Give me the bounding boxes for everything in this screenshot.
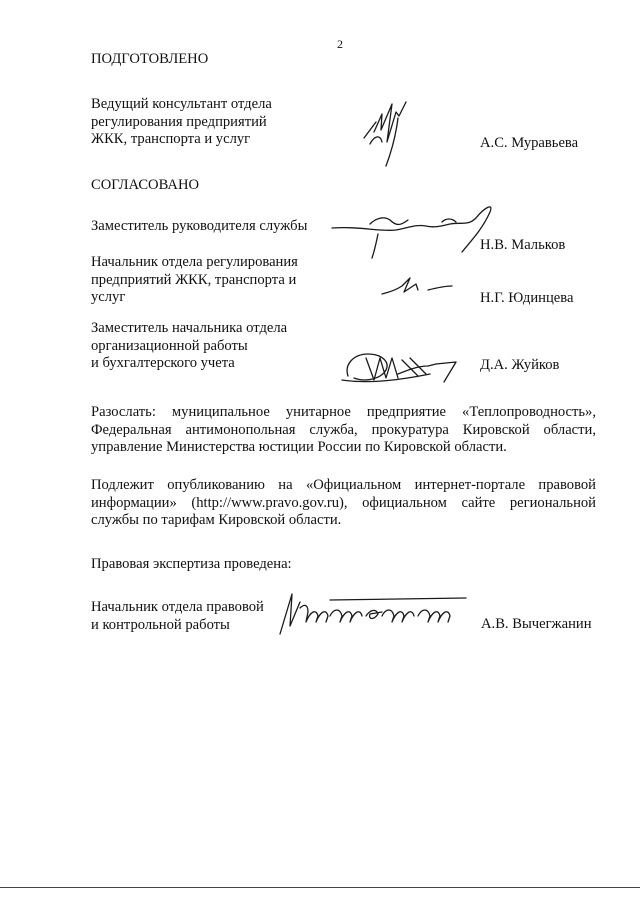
signer-2-position-line: Начальник отдела регулирования [91,254,298,270]
signer-1-position: Заместитель руководителя службы [91,218,308,234]
agreed-heading: СОГЛАСОВАНО [91,177,200,193]
page-number: 2 [337,37,343,51]
legal-review-statement: Правовая экспертиза проведена: [91,556,292,572]
publication-paragraph: Подлежит опубликованию на «Официальном интернет-портале правовой информации» (http://www.pravo.gov.ru), официальном сайте региональной службы по тарифам Кировской области. [91,477,596,528]
signer-3-position-line: Заместитель начальника отдела [91,320,288,336]
signature-yudintseva [380,274,460,304]
legal-review-position-line: и контрольной работы [91,616,230,633]
prepared-position-line: Ведущий консультант отдела [91,96,272,112]
signer-1-name: Н.В. Мальков [480,237,566,253]
prepared-position-line: ЖКК, транспорта и услуг [91,131,251,147]
signature-zhuikov [340,344,470,392]
signer-2-name: Н.Г. Юдинцева [480,290,574,306]
signer-2-position-line: предприятий ЖКК, транспорта и [91,271,297,288]
prepared-name: А.С. Муравьева [480,135,579,151]
distribution-paragraph: Разослать: муниципальное унитарное предприятие «Теплопроводность», Федеральная антимонопольная служба, прокуратура Кировской области, управление Министерства юстиции России по Кировской области. [91,404,596,455]
signature-vychegzhanin [270,586,470,642]
prepared-heading: ПОДГОТОВЛЕНО [91,51,209,67]
prepared-position [91,96,272,149]
page-bottom-rule [0,887,640,888]
legal-review-position [91,599,264,634]
signer-3-position-line: организационной работы [91,337,248,354]
signature-malkov [330,196,500,266]
signer-3-name: Д.А. Жуйков [480,357,560,373]
signer-2-position-line: услуг [91,289,126,305]
signature-muravyeva [352,92,432,170]
prepared-position-line: регулирования предприятий [91,113,267,130]
signer-3-position [91,320,287,373]
legal-review-position-line: Начальник отдела правовой [91,599,264,615]
signer-2-position [91,254,298,307]
legal-review-name: А.В. Вычегжанин [481,616,592,632]
signer-3-position-line: и бухгалтерского учета [91,355,235,371]
